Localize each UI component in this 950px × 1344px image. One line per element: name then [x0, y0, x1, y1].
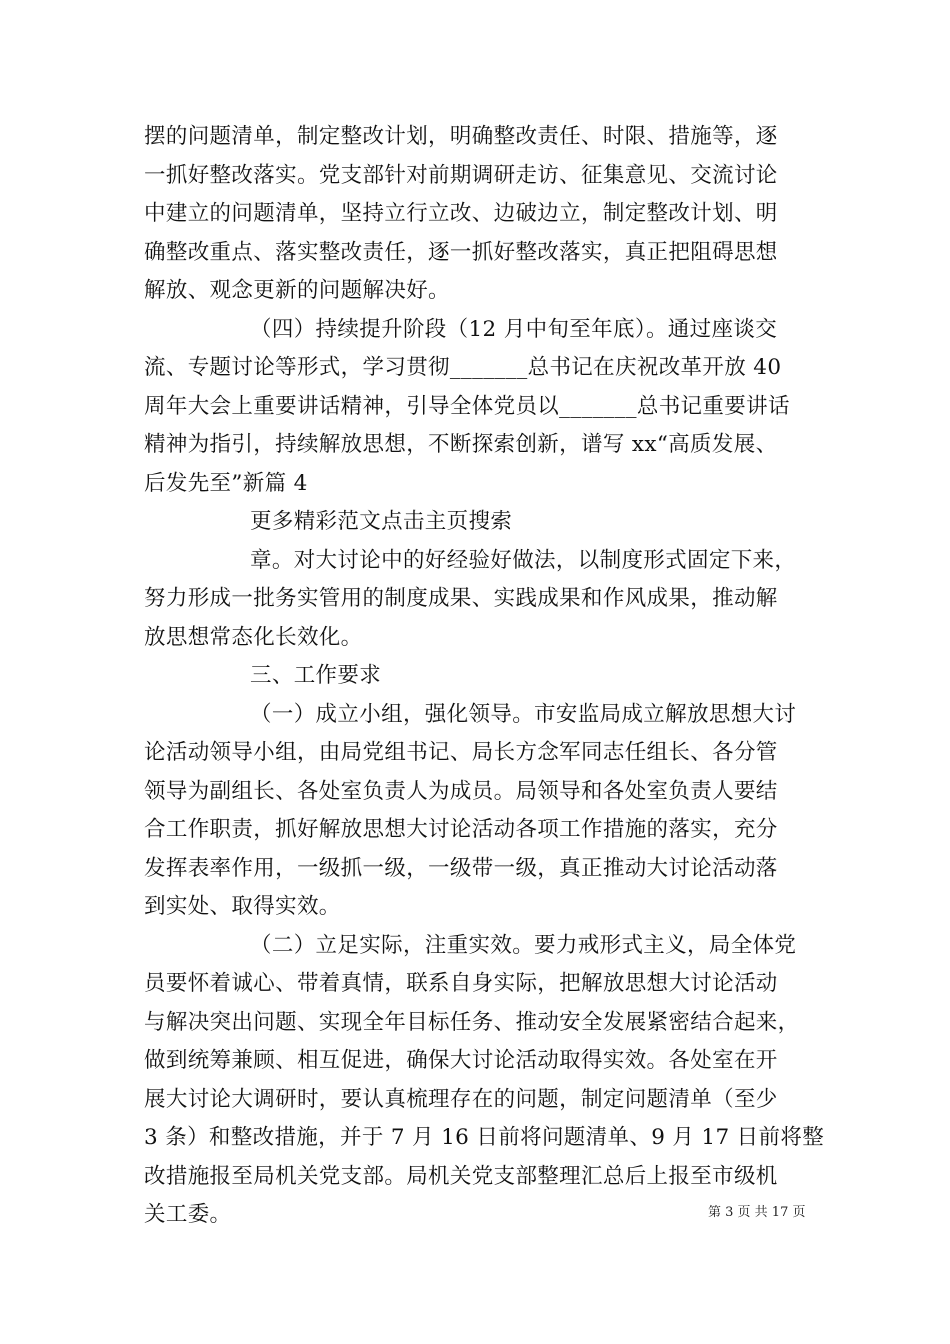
section-heading-work-requirements	[144, 657, 808, 696]
text-line: 周年大会上重要讲话精神，引导全体党员以_______总书记重要讲话	[144, 393, 790, 419]
text-line: 与解决突出问题、实现全年目标任务、推动安全发展紧密结合起来，	[144, 1009, 800, 1035]
text-line: 精神为指引，持续解放思想，不断探索创新，谱写 xx“高质发展、	[144, 432, 778, 457]
promo-line	[144, 503, 808, 542]
paragraph-rectification-continued	[144, 118, 808, 311]
text-line: 解放、观念更新的问题解决好。	[144, 278, 450, 303]
text-line: 论活动领导小组，由局党组书记、局长方念军同志任组长、各分管	[144, 740, 778, 765]
text-line: 一抓好整改落实。党支部针对前期调研走访、征集意见、交流讨论	[144, 162, 778, 188]
text-line: 领导为副组长、各处室负责人为成员。局领导和各处室负责人要结	[144, 778, 778, 804]
text-line: 做到统筹兼顾、相互促进，确保大讨论活动取得实效。各处室在开	[144, 1048, 778, 1073]
text-line: （二）立足实际，注重实效。要力戒形式主义，局全体党	[250, 932, 797, 958]
text-line: 展大讨论大调研时，要认真梳理存在的问题，制定问题清单（至少	[144, 1086, 778, 1112]
paragraph-stage-four	[144, 311, 808, 504]
page-number-footer: 第 3 页 共 17 页	[708, 1205, 806, 1220]
text-line: 放思想常态化长效化。	[144, 624, 363, 650]
paragraph-requirement-one	[144, 696, 808, 927]
text-line: 员要怀着诚心、带着真情，联系自身实际，把解放思想大讨论活动	[144, 971, 778, 996]
text-line: 关工委。	[144, 1202, 232, 1227]
text-line: 3 条）和整改措施，并于 7 月 16 日前将问题清单、9 月 17 日前将整	[144, 1125, 825, 1150]
text-line: 中建立的问题清单，坚持立行立改、边破边立，制定整改计划、明	[144, 201, 778, 226]
text-line: 章。对大讨论中的好经验好做法，以制度形式固定下来，	[250, 547, 797, 573]
text-line: （一）成立小组，强化领导。市安监局成立解放思想大讨	[250, 701, 797, 727]
document-body	[144, 118, 825, 1235]
promo-text: 更多精彩范文点击主页搜索	[250, 509, 513, 534]
text-line: 摆的问题清单，制定整改计划，明确整改责任、时限、措施等，逐	[144, 124, 778, 149]
paragraph-requirement-two	[144, 927, 825, 1235]
text-line: （四）持续提升阶段（12 月中旬至年底）。通过座谈交	[250, 316, 778, 342]
section-heading: 三、工作要求	[250, 663, 382, 688]
text-line: 确整改重点、落实整改责任，逐一抓好整改落实，真正把阻碍思想	[144, 239, 778, 265]
text-line: 合工作职责，抓好解放思想大讨论活动各项工作措施的落实，充分	[144, 817, 778, 842]
text-line: 后发先至”新篇 4	[144, 470, 308, 496]
text-line: 努力形成一批务实管用的制度成果、实践成果和作风成果，推动解	[144, 586, 778, 611]
text-line: 发挥表率作用，一级抓一级，一级带一级，真正推动大讨论活动落	[144, 855, 778, 881]
paragraph-institutionalize	[144, 542, 808, 658]
text-line: 流、专题讨论等形式，学习贯彻_______总书记在庆祝改革开放 40	[144, 355, 782, 380]
text-line: 到实处、取得实效。	[144, 894, 341, 919]
text-line: 改措施报至局机关党支部。局机关党支部整理汇总后上报至市级机	[144, 1163, 778, 1189]
